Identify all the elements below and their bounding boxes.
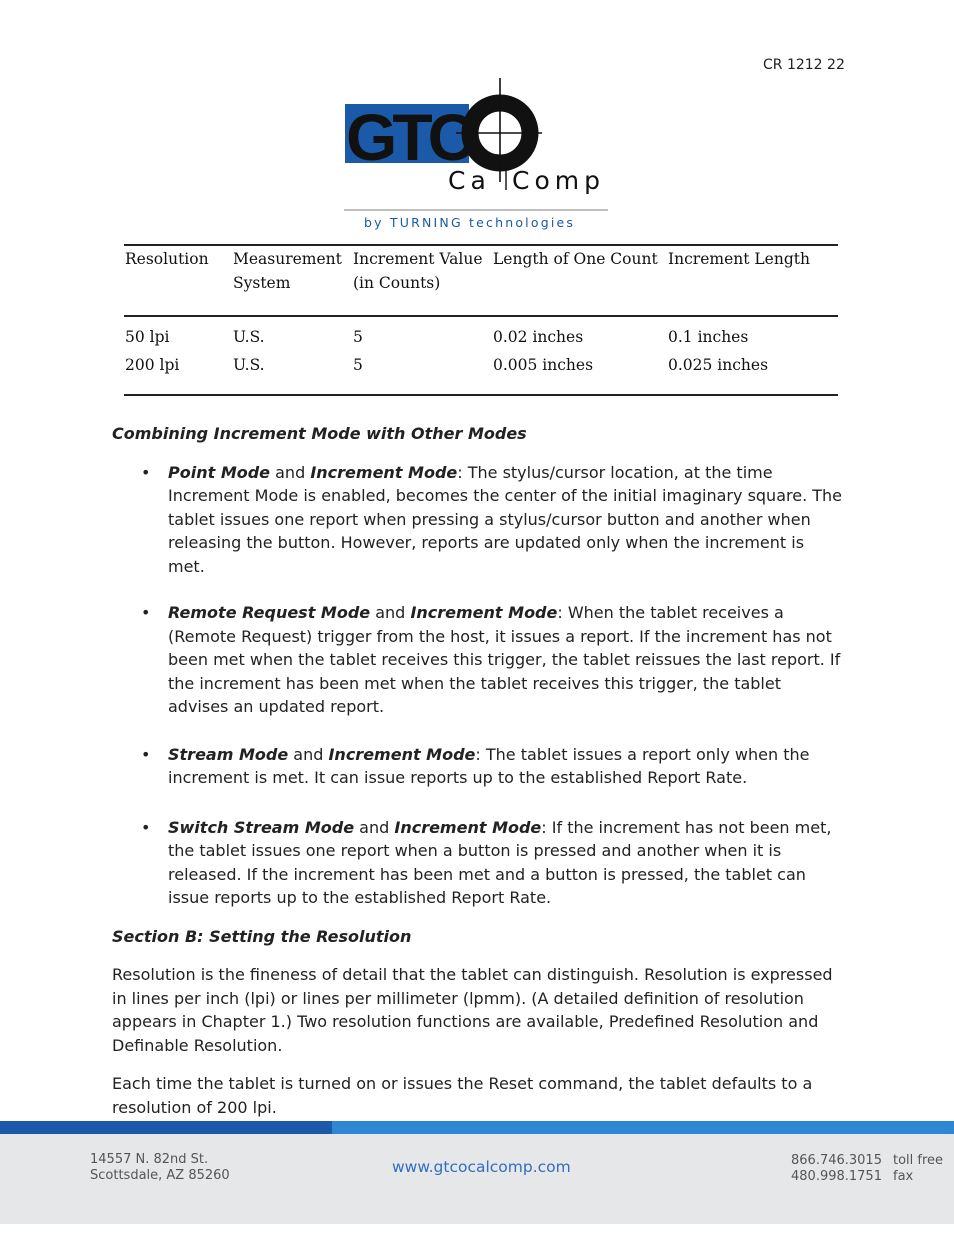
table-header-length-of-one-count: Length of One Count: [493, 250, 658, 268]
gtco-calcomp-logo: [344, 78, 612, 233]
increment-mode-name: Increment Mode: [410, 603, 558, 622]
increment-spec-table: [124, 244, 838, 397]
table-cell: 200 lpi: [125, 356, 180, 374]
svg-text:Comp: Comp: [512, 166, 605, 195]
list-item: [112, 461, 842, 579]
footer-address: [90, 1152, 230, 1184]
table-rule-middle: [124, 315, 838, 317]
document-code: CR 1212 22: [763, 57, 845, 73]
bullet-text: : The stylus/cursor location, at the time Increment Mode is enabled, becomes the center of the initial imaginary square. The tablet issues one report when pressing a stylus/cursor button and another when releasing the button. However, reports are updated only when the increment is met.: [168, 462, 842, 576]
footer-website-link[interactable]: www.gtcocalcomp.com: [392, 1158, 571, 1176]
page-footer: [0, 1134, 954, 1224]
table-header-resolution: Resolution: [125, 250, 209, 268]
bullet-icon: •: [141, 817, 151, 837]
footer-phone-numbers: [791, 1153, 882, 1185]
document-body: [112, 422, 842, 1119]
fax-number: 480.998.1751: [791, 1169, 882, 1184]
default-resolution-paragraph: Each time the tablet is turned on or issues the Reset command, the tablet defaults to a resolution of 200 lpi.: [112, 1074, 813, 1117]
table-rule-top: [124, 244, 838, 246]
table-header-measurement-system: Measurement System: [233, 250, 342, 292]
table-rule-bottom: [124, 394, 838, 396]
footer-accent-bar-dark: [0, 1121, 332, 1134]
address-street: 14557 N. 82nd St.: [90, 1152, 209, 1167]
bullet-text: : If the increment has not been met, the tablet issues one report when a button is pressed and another when it is released. If the increment has been met and a button is pressed, the tablet can issue reports up to the established Report Rate.: [168, 817, 832, 907]
conjunction: and: [275, 462, 306, 482]
mode-bullet-list: [112, 461, 842, 910]
list-item: [112, 816, 842, 910]
conjunction: and: [375, 603, 406, 622]
bullet-icon: •: [141, 462, 151, 482]
fax-label: fax: [893, 1169, 914, 1184]
mode-name: Remote Request Mode: [168, 603, 371, 622]
toll-free-number: 866.746.3015: [791, 1153, 882, 1168]
increment-mode-name: Increment Mode: [310, 462, 458, 482]
mode-name: Stream Mode: [168, 744, 289, 764]
conjunction: and: [293, 744, 324, 764]
combining-modes-heading: Combining Increment Mode with Other Modes: [112, 424, 527, 443]
conjunction: and: [359, 817, 390, 837]
bullet-text: : The tablet issues a report only when the increment is met. It can issue reports up to the established Report Rate.: [168, 744, 810, 787]
table-cell: 50 lpi: [125, 328, 170, 346]
list-item: [112, 743, 842, 790]
bullet-icon: •: [141, 744, 151, 764]
table-cell: U.S.: [233, 356, 265, 374]
table-cell: 5: [353, 356, 363, 374]
section-b-heading: Section B: Setting the Resolution: [112, 926, 412, 946]
footer-phone-labels: [893, 1153, 943, 1185]
address-city: Scottsdale, AZ 85260: [90, 1168, 230, 1183]
logo-tagline: by TURNING technologies: [364, 215, 576, 230]
table-cell: 0.02 inches: [493, 328, 584, 346]
footer-accent-bar-light: [332, 1121, 954, 1134]
increment-mode-name: Increment Mode: [394, 817, 542, 837]
bullet-text: : When the tablet receives a (Remote Request) trigger from the host, it issues a report. If the increment has not been met when the tablet receives this trigger, the tablet reissues the last report. If the increment has been met when the tablet receives this trigger, the tablet advises an updated report.: [168, 603, 841, 716]
table-header-increment-length: Increment Length: [668, 250, 810, 268]
mode-name: Point Mode: [168, 462, 271, 482]
svg-text:GTC: GTC: [346, 100, 471, 174]
toll-free-label: toll free: [893, 1153, 944, 1168]
mode-name: Switch Stream Mode: [168, 817, 355, 837]
table-header-increment-value: Increment Value (in Counts): [353, 250, 483, 292]
table-cell: 5: [353, 328, 363, 346]
resolution-definition-paragraph: Resolution is the fineness of detail that the tablet can distinguish. Resolution is expressed in lines per inch (lpi) or lines per millimeter (lpmm). (A detailed definition of resolution appears in Chapter 1.) Two resolution functions are available, Predefined Resolution and Definable Resolution.: [112, 965, 833, 1055]
table-cell: 0.025 inches: [668, 356, 769, 374]
list-item: [112, 601, 842, 719]
table-cell: 0.1 inches: [668, 328, 749, 346]
increment-mode-name: Increment Mode: [328, 744, 476, 764]
table-cell: 0.005 inches: [493, 356, 594, 374]
table-cell: U.S.: [233, 328, 265, 346]
calcomp-wordmark: Ca: [448, 166, 491, 195]
bullet-icon: •: [141, 603, 151, 622]
